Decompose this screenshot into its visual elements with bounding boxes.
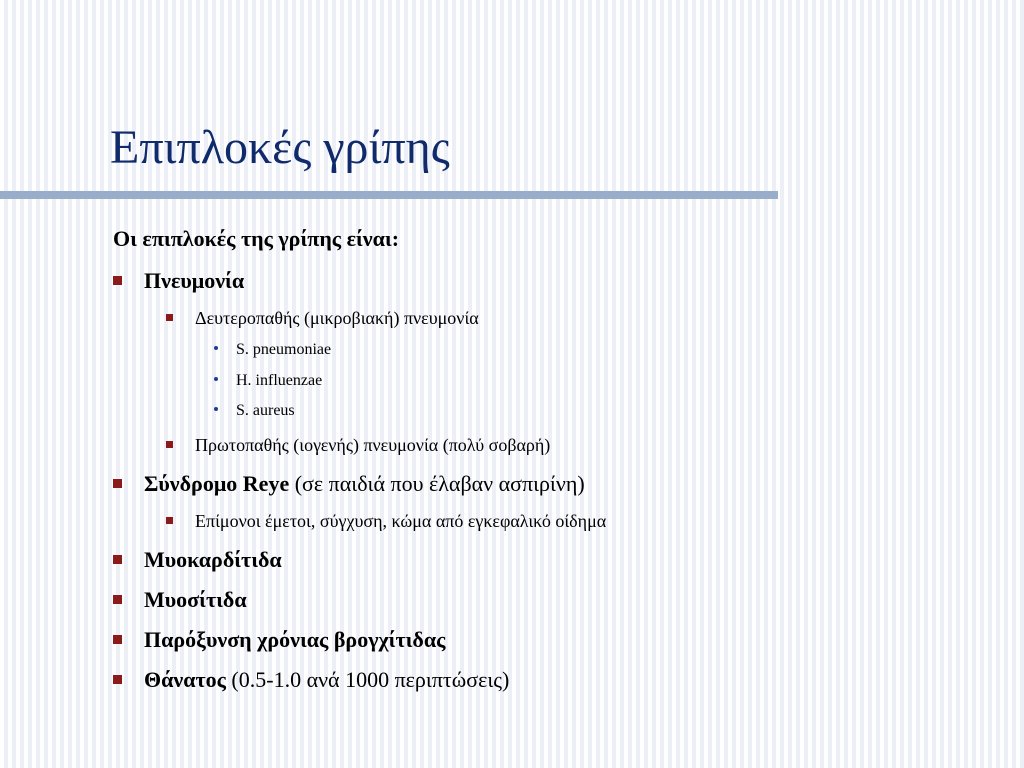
pathogen-text: S. pneumoniae bbox=[236, 341, 332, 358]
reye-symptoms-text: Επίμονοι έμετοι, σύγχυση, κώμα από εγκεφαλικό οίδημα bbox=[195, 511, 607, 531]
square-bullet-icon bbox=[113, 635, 122, 644]
bullet-bronchitis bbox=[113, 625, 445, 655]
square-bullet-icon bbox=[166, 314, 173, 321]
pneumonia-label: Πνευμονία bbox=[144, 268, 245, 293]
myocarditis-label: Μυοκαρδίτιδα bbox=[144, 547, 282, 572]
square-bullet-icon bbox=[113, 479, 122, 488]
bullet-death bbox=[113, 665, 509, 695]
dot-bullet-icon bbox=[214, 377, 218, 381]
slide-title: Επιπλοκές γρίπης bbox=[110, 121, 450, 174]
pathogen-item bbox=[214, 370, 322, 392]
intro-text: Οι επιπλοκές της γρίπης είναι: bbox=[113, 226, 400, 251]
bullet-pneumonia bbox=[113, 266, 244, 296]
primary-pneumonia-text: Πρωτοπαθής (ιογενής) πνευμονία (πολύ σοβαρή) bbox=[195, 435, 551, 455]
death-note: (0.5-1.0 ανά 1000 περιπτώσεις) bbox=[225, 667, 510, 692]
bullet-myositis bbox=[113, 585, 247, 615]
pathogen-text: H. influenzae bbox=[236, 372, 323, 389]
sub-bullet-primary-pneumonia bbox=[166, 432, 550, 458]
square-bullet-icon bbox=[166, 517, 173, 524]
pathogen-text: S. aureus bbox=[236, 402, 295, 419]
dot-bullet-icon bbox=[214, 407, 218, 411]
pathogen-item bbox=[214, 339, 331, 361]
square-bullet-icon bbox=[113, 675, 122, 684]
secondary-pneumonia-text: Δευτεροπαθής (μικροβιακή) πνευμονία bbox=[195, 308, 479, 328]
death-label: Θάνατος bbox=[144, 667, 226, 692]
square-bullet-icon bbox=[113, 276, 122, 285]
bullet-myocarditis bbox=[113, 545, 282, 575]
reye-label: Σύνδρομο Reye bbox=[144, 471, 290, 496]
pathogen-item bbox=[214, 400, 295, 422]
square-bullet-icon bbox=[113, 555, 122, 564]
square-bullet-icon bbox=[166, 441, 173, 448]
myositis-label: Μυοσίτιδα bbox=[144, 587, 247, 612]
square-bullet-icon bbox=[113, 595, 122, 604]
bullet-reye-syndrome bbox=[113, 469, 585, 499]
reye-note: (σε παιδιά που έλαβαν ασπιρίνη) bbox=[289, 471, 585, 496]
sub-bullet-reye-symptoms bbox=[166, 508, 606, 534]
sub-bullet-secondary-pneumonia bbox=[166, 305, 479, 331]
dot-bullet-icon bbox=[214, 346, 218, 350]
bronchitis-label: Παρόξυνση χρόνιας βρογχίτιδας bbox=[144, 627, 446, 652]
